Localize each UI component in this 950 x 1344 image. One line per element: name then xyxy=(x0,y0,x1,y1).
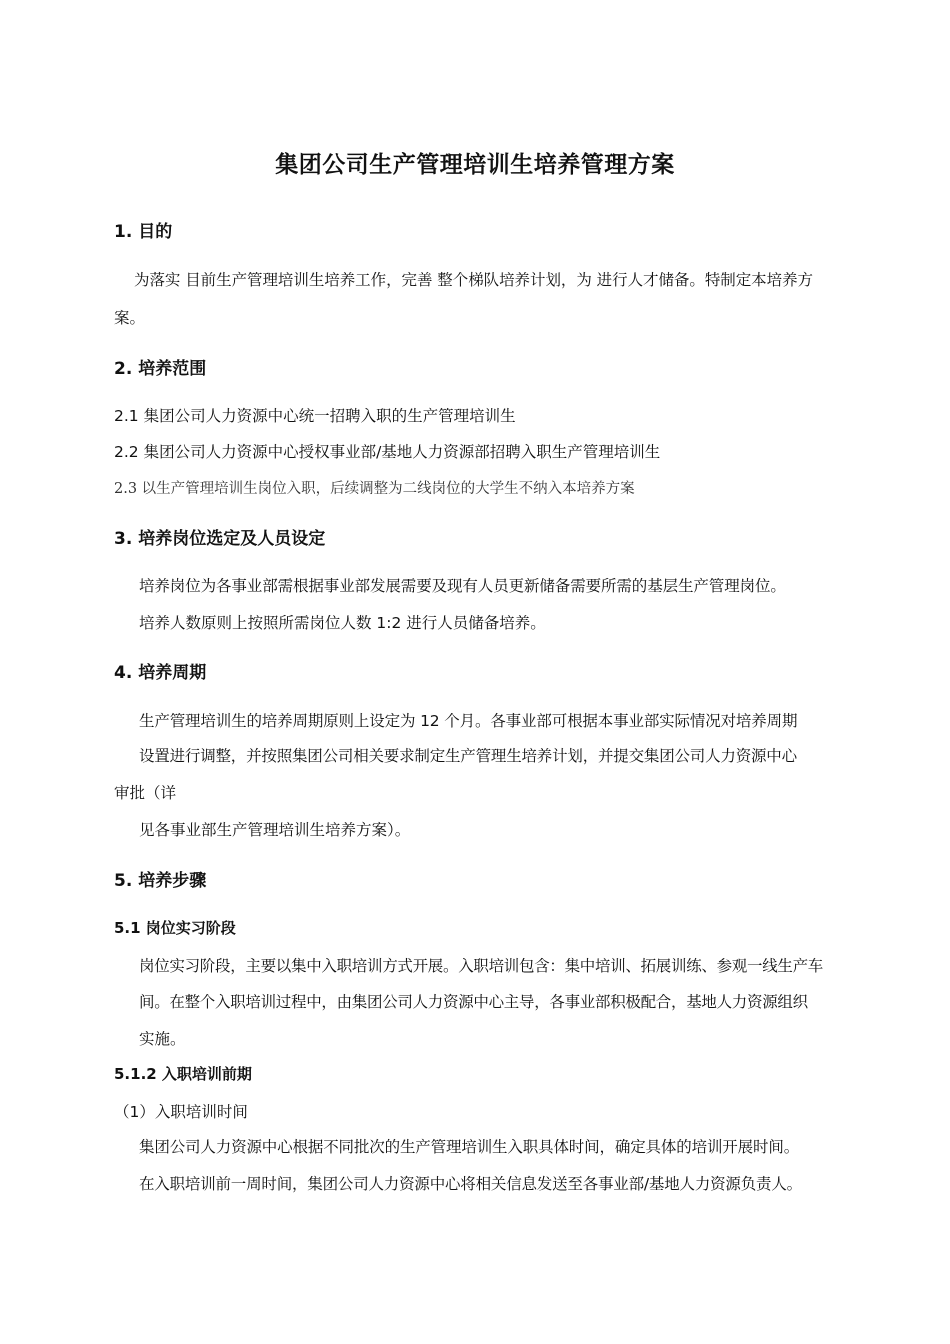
onboarding-time-label: （1）入职培训时间 xyxy=(114,1103,248,1121)
subsection-heading-internship: 5.1 岗位实习阶段 xyxy=(114,919,236,937)
scope-item: 2.1 集团公司人力资源中心统一招聘入职的生产管理培训生 xyxy=(114,407,516,425)
positions-paragraph-line: 培养人数原则上按照所需岗位人数 1:2 进行人员储备培养。 xyxy=(139,614,546,632)
scope-item: 2.3 以生产管理培训生岗位入职，后续调整为二线岗位的大学生不纳入本培养方案 xyxy=(114,481,635,497)
positions-paragraph-line: 培养岗位为各事业部需根据事业部发展需要及现有人员更新储备需要所需的基层生产管理岗位。 xyxy=(139,577,786,595)
internship-paragraph-line: 间。在整个入职培训过程中，由集团公司人力资源中心主导，各事业部积极配合，基地人力资源组织 xyxy=(139,993,808,1011)
subsection-heading-pre-onboarding: 5.1.2 入职培训前期 xyxy=(114,1065,252,1083)
onboarding-paragraph-line: 集团公司人力资源中心根据不同批次的生产管理培训生入职具体时间，确定具体的培训开展时间。 xyxy=(139,1138,800,1156)
document-title: 集团公司生产管理培训生培养管理方案 xyxy=(275,152,675,178)
cycle-paragraph-line: 审批（详 xyxy=(114,784,177,802)
purpose-paragraph-line: 案。 xyxy=(114,309,146,327)
section-heading-scope: 2. 培养范围 xyxy=(114,359,207,379)
internship-paragraph-line: 实施。 xyxy=(139,1030,186,1048)
section-heading-positions: 3. 培养岗位选定及人员设定 xyxy=(114,529,326,549)
internship-paragraph-line: 岗位实习阶段，主要以集中入职培训方式开展。入职培训包含：集中培训、拓展训练、参观一线生产车 xyxy=(139,957,824,975)
section-heading-cycle: 4. 培养周期 xyxy=(114,663,207,683)
cycle-paragraph-line: 设置进行调整，并按照集团公司相关要求制定生产管理生培养计划，并提交集团公司人力资源中心 xyxy=(139,747,797,765)
cycle-paragraph-line: 见各事业部生产管理培训生培养方案）。 xyxy=(139,821,411,839)
purpose-paragraph-line: 为落实 目前生产管理培训生培养工作，完善 整个梯队培养计划，为 进行人才储备。特制定本培养方 xyxy=(134,271,813,289)
section-heading-steps: 5. 培养步骤 xyxy=(114,871,207,891)
onboarding-paragraph-line: 在入职培训前一周时间，集团公司人力资源中心将相关信息发送至各事业部/基地人力资源负责人。 xyxy=(139,1175,802,1193)
scope-item: 2.2 集团公司人力资源中心授权事业部/基地人力资源部招聘入职生产管理培训生 xyxy=(114,443,661,461)
cycle-paragraph-line: 生产管理培训生的培养周期原则上设定为 12 个月。各事业部可根据本事业部实际情况对培养周期 xyxy=(139,712,798,730)
section-heading-purpose: 1. 目的 xyxy=(114,222,173,242)
